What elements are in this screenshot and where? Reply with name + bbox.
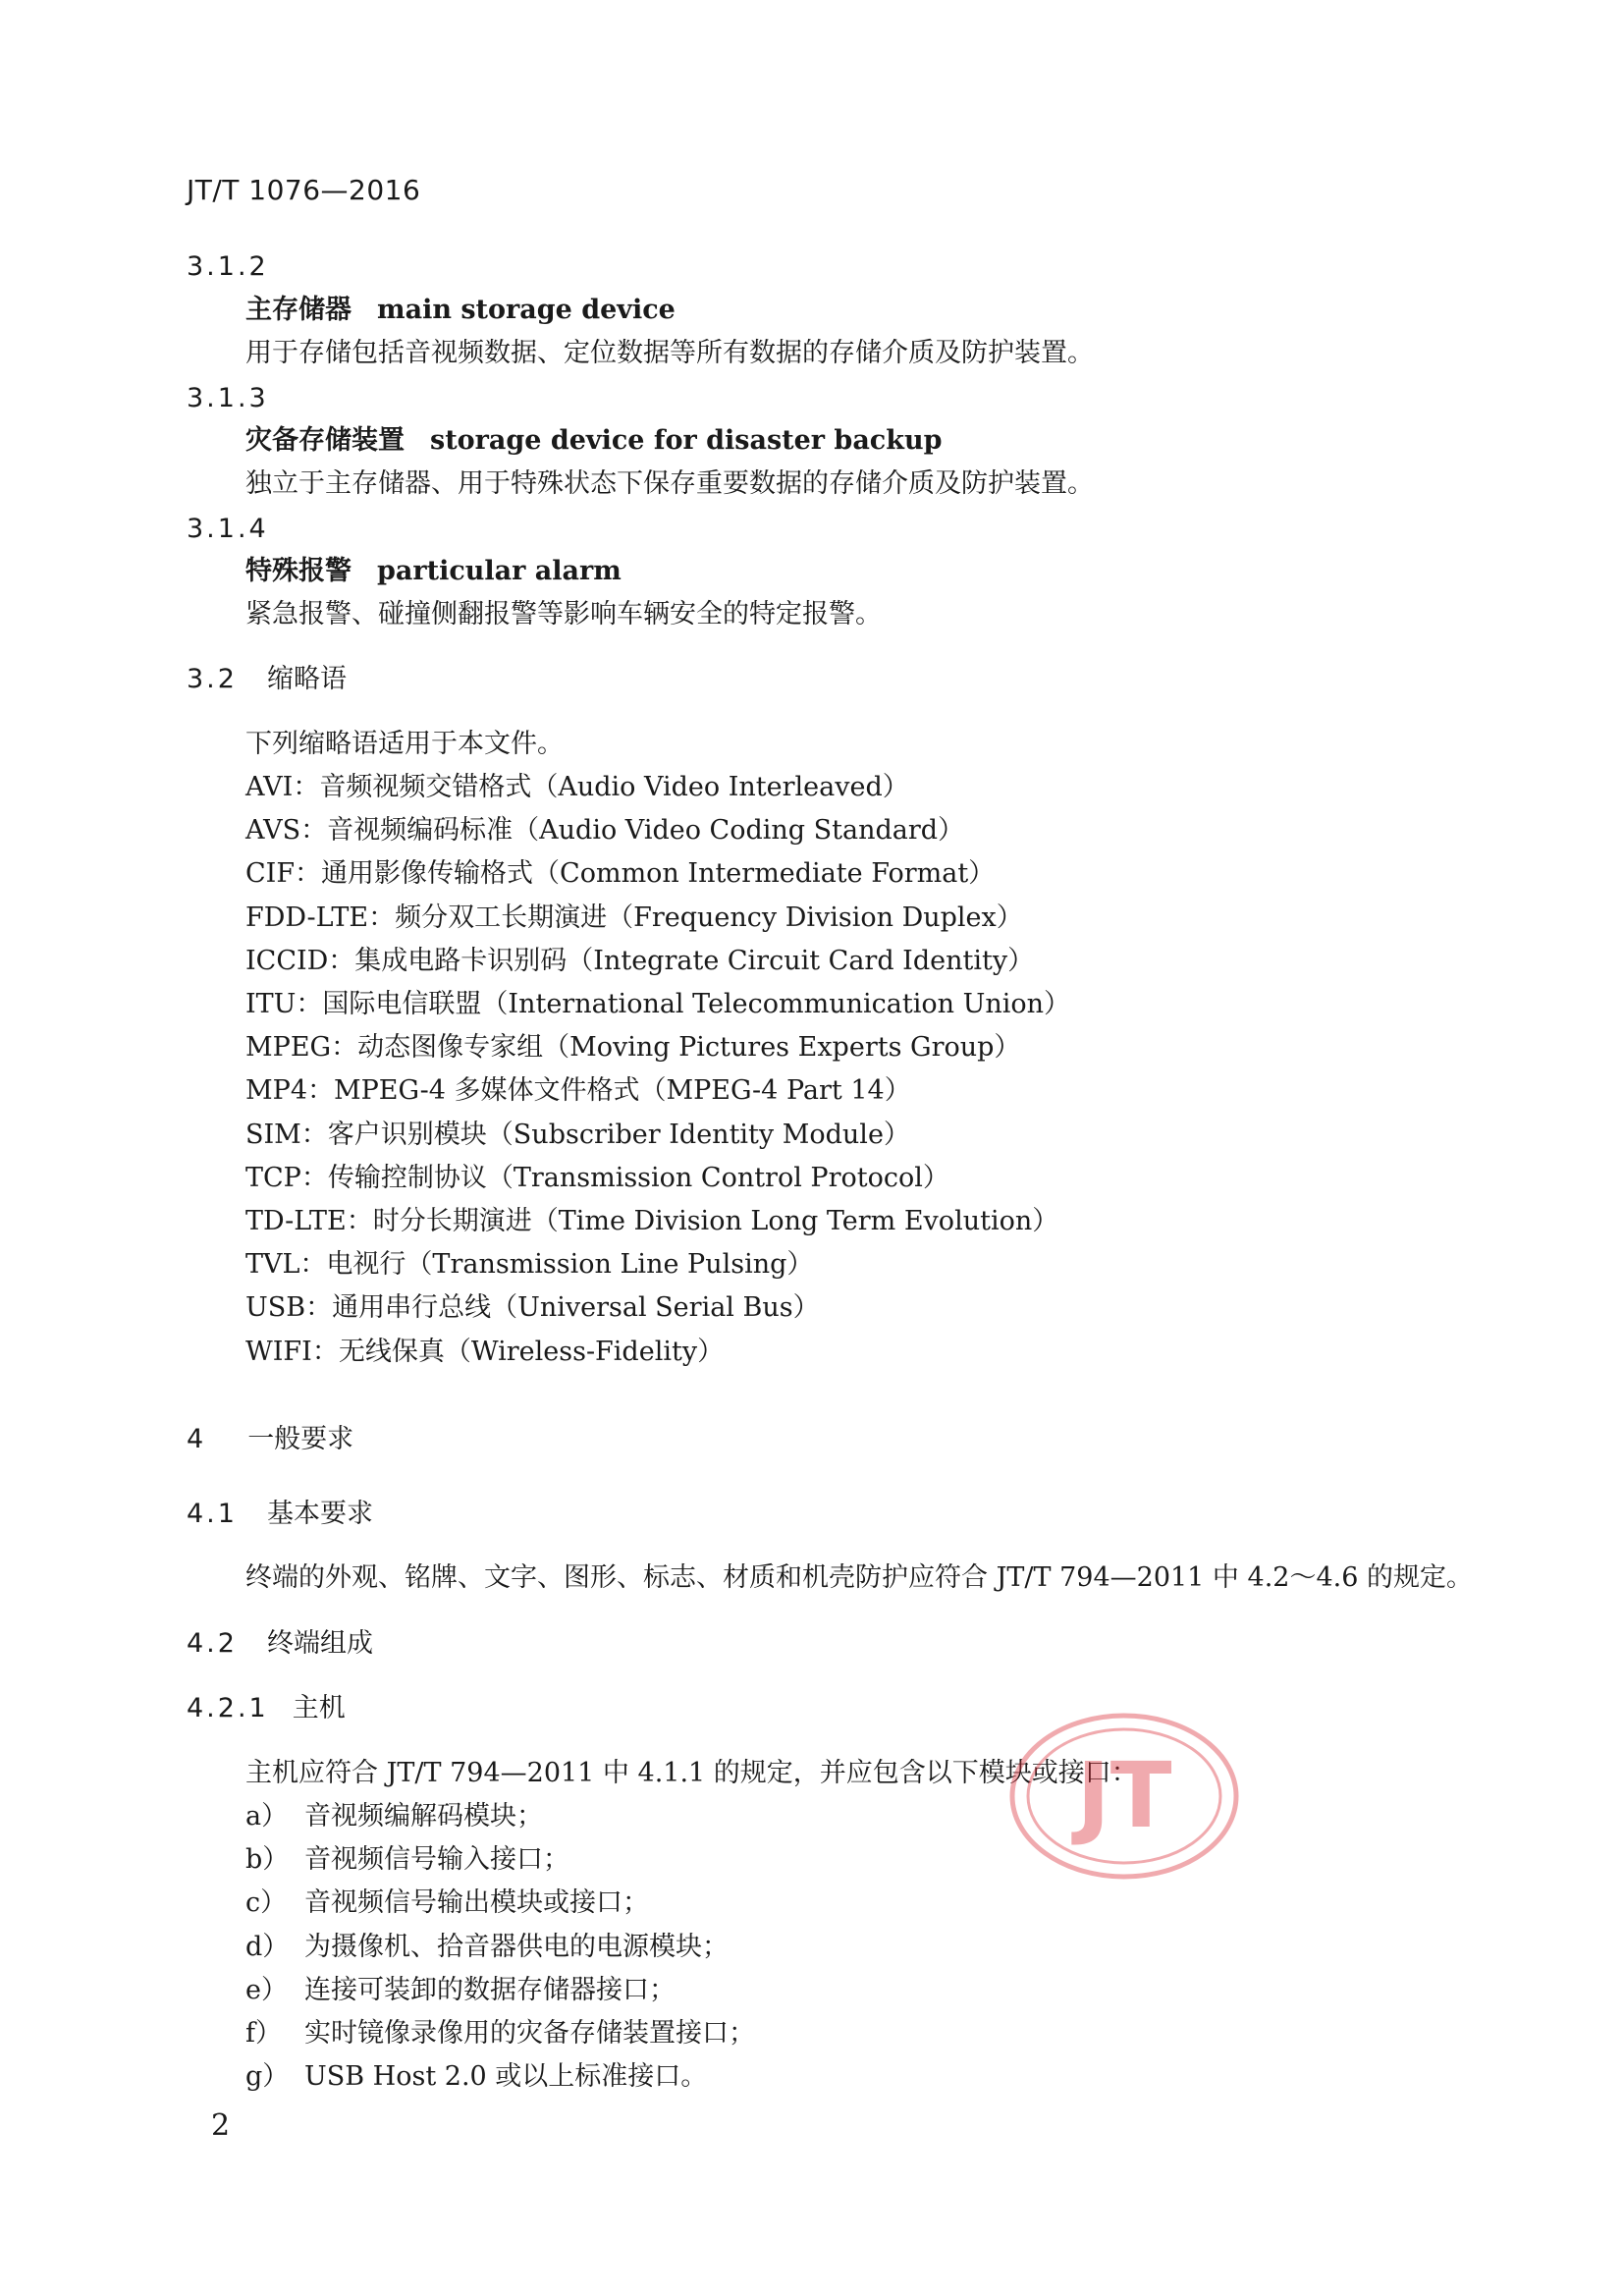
section-intro: 主机应符合 JT/T 794—2011 中 4.1.1 的规定，并应包含以下模块或接口： bbox=[245, 1758, 1138, 1788]
definition-text: 用于存储包括音视频数据、定位数据等所有数据的存储介质及防护装置。 bbox=[245, 338, 1094, 368]
definition-text: 独立于主存储器、用于特殊状态下保存重要数据的存储介质及防护装置。 bbox=[245, 468, 1094, 499]
term-zh: 特殊报警 bbox=[245, 556, 352, 586]
list-item-text: 连接可装卸的数据存储器接口； bbox=[304, 1974, 676, 2005]
abbreviation-item: SIM：客户识别模块（Subscriber Identity Module） bbox=[245, 1119, 910, 1150]
definition-term bbox=[245, 558, 622, 584]
list-item-text: 音视频信号输入接口； bbox=[304, 1844, 569, 1876]
abbreviation-item: CIF：通用影像传输格式（Common Intermediate Format） bbox=[245, 858, 996, 890]
abbreviation-item: WIFI：无线保真（Wireless-Fidelity） bbox=[245, 1336, 725, 1367]
list-item-label: e） bbox=[245, 1974, 288, 2005]
list-item-label: d） bbox=[245, 1931, 290, 1962]
abbreviation-item: TCP：传输控制协议（Transmission Control Protocol） bbox=[245, 1162, 949, 1193]
definition-number: 3.1.2 bbox=[187, 251, 269, 282]
list-item-text: 实时镜像录像用的灾备存储装置接口； bbox=[304, 2018, 755, 2049]
list-item-text: 音视频编解码模块； bbox=[304, 1801, 543, 1831]
section-title: 终端组成 bbox=[266, 1628, 373, 1659]
section-title: 主机 bbox=[292, 1693, 346, 1723]
jt-stamp-icon bbox=[1006, 1711, 1242, 1883]
list-item-label: a） bbox=[245, 1801, 289, 1831]
list-item-label: f） bbox=[245, 2018, 282, 2049]
section-heading bbox=[187, 1501, 373, 1527]
section-title: 一般要求 bbox=[247, 1424, 354, 1454]
list-item-text: 音视频信号输出模块或接口； bbox=[304, 1887, 649, 1919]
list-item bbox=[245, 2061, 708, 2093]
section-number: 3.2 bbox=[187, 664, 238, 694]
section-number: 4.2 bbox=[187, 1628, 238, 1659]
section-number: 4.1 bbox=[187, 1499, 238, 1529]
definition-text: 紧急报警、碰撞侧翻报警等影响车辆安全的特定报警。 bbox=[245, 599, 882, 629]
list-item bbox=[245, 1803, 543, 1830]
page-number: 2 bbox=[211, 2108, 231, 2143]
section-number: 4 bbox=[187, 1424, 207, 1454]
abbreviation-item: AVI：音频视频交错格式（Audio Video Interleaved） bbox=[245, 772, 909, 802]
definition-term bbox=[245, 427, 942, 454]
list-item-label: b） bbox=[245, 1844, 290, 1876]
list-item-label: c） bbox=[245, 1887, 288, 1919]
term-en: storage device for disaster backup bbox=[430, 425, 943, 456]
abbreviation-item: TD-LTE：时分长期演进（Time Division Long Term Evolution） bbox=[245, 1206, 1059, 1236]
list-item bbox=[245, 1887, 649, 1919]
section-title: 缩略语 bbox=[266, 664, 347, 694]
abbreviation-item: TVL：电视行（Transmission Line Pulsing） bbox=[245, 1249, 814, 1281]
list-item bbox=[245, 2020, 755, 2047]
list-item-text: 为摄像机、拾音器供电的电源模块； bbox=[304, 1931, 729, 1962]
stamp-text: JT bbox=[1076, 1743, 1172, 1848]
abbreviation-item: AVS：音视频编码标准（Audio Video Coding Standard） bbox=[245, 815, 965, 847]
list-item bbox=[245, 1974, 676, 2005]
header-standard-code: JT/T 1076—2016 bbox=[187, 174, 421, 206]
list-item-text: USB Host 2.0 或以上标准接口。 bbox=[304, 2061, 708, 2093]
abbreviation-item: USB：通用串行总线（Universal Serial Bus） bbox=[245, 1292, 820, 1324]
term-en: main storage device bbox=[377, 295, 676, 325]
definition-number: 3.1.3 bbox=[187, 383, 269, 413]
section-heading bbox=[187, 666, 347, 692]
definition-number: 3.1.4 bbox=[187, 514, 269, 544]
list-item-label: g） bbox=[245, 2061, 290, 2093]
section-title: 基本要求 bbox=[266, 1499, 373, 1529]
section-heading bbox=[187, 1426, 353, 1452]
abbreviation-item: FDD-LTE：频分双工长期演进（Frequency Division Duplex） bbox=[245, 902, 1023, 933]
abbreviation-item: ITU：国际电信联盟（International Telecommunication Union） bbox=[245, 989, 1071, 1019]
section-text: 终端的外观、铭牌、文字、图形、标志、材质和机壳防护应符合 JT/T 794—2011 中 4.2～4.6 的规定。 bbox=[245, 1562, 1473, 1593]
section-heading bbox=[187, 1695, 346, 1722]
term-zh: 灾备存储装置 bbox=[245, 425, 405, 456]
term-en: particular alarm bbox=[377, 556, 622, 586]
abbreviations-intro: 下列缩略语适用于本文件。 bbox=[245, 729, 564, 759]
term-zh: 主存储器 bbox=[245, 295, 352, 325]
abbreviation-item: MPEG：动态图像专家组（Moving Pictures Experts Group） bbox=[245, 1032, 1021, 1064]
abbreviation-item: MP4：MPEG-4 多媒体文件格式（MPEG-4 Part 14） bbox=[245, 1075, 911, 1107]
list-item bbox=[245, 1844, 569, 1876]
definition-term bbox=[245, 297, 676, 323]
list-item bbox=[245, 1931, 729, 1962]
section-number: 4.2.1 bbox=[187, 1693, 269, 1723]
section-heading bbox=[187, 1630, 373, 1657]
abbreviation-item: ICCID：集成电路卡识别码（Integrate Circuit Card Identity） bbox=[245, 945, 1035, 976]
